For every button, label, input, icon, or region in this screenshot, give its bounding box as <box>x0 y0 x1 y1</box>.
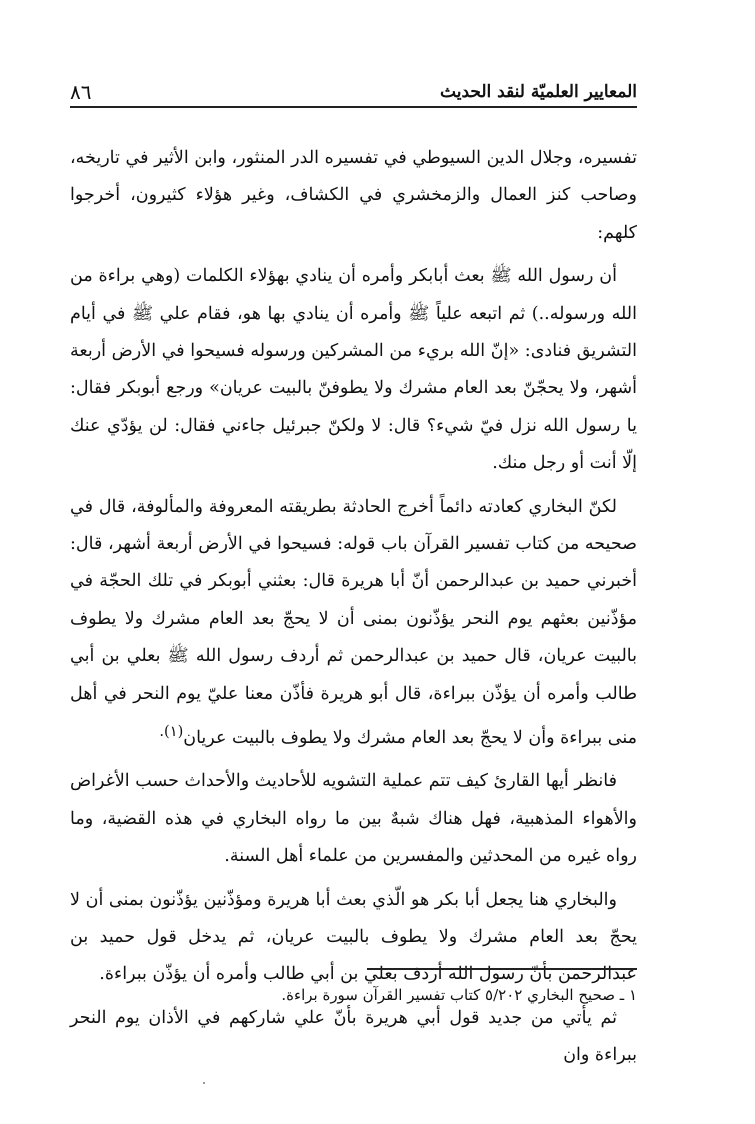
paragraph: تفسيره، وجلال الدين السيوطي في تفسيره الدر المنثور، وابن الأثير في تاريخه، وصاحب كنز العمال والزمخشري في الكشاف، وغير هؤلاء كثيرون، أخرجوا كلهم: <box>70 148 637 243</box>
paragraph: أن رسول الله ﷺ بعث أبابكر وأمره أن ينادي بهؤلاء الكلمات (وهي براءة من الله ورسوله..) ثم اتبعه علياً ﷺ وأمره أن ينادي بها هو، فقام علي ﷺ في أيام التشريق فنادى: «إنّ الله بريء من المشركين ورسوله فسيحوا في الأرض أربعة أشهر، ولا يحجّنّ بعد العام مشرك ولا يطوفنّ بالبيت عريان» ورجع أبوبكر فقال: يا رسول الله نزل فيّ شيء؟ قال: لا ولكنّ جبرئيل جاءني فقال: لن يؤدّي عنك إلّا أنت أو رجل منك. <box>70 266 637 474</box>
footnote: ١ ـ صحيح البخاري ٥/٢٠٢ كتاب تفسير القرآن سورة براءة. <box>281 986 637 1004</box>
running-header <box>70 70 637 108</box>
page-number: ٨٦ <box>70 80 92 104</box>
paragraph-text: لكنّ البخاري كعادته دائماً أخرج الحادثة بطريقته المعروفة والمألوفة، قال في صحيحه من كتاب تفسير القرآن باب قوله: فسيحوا في الأرض أربعة أشهر، قال: أخبرني حميد بن عبدالرحمن أنّ أبا هريرة قال: بعثني أبوبكر في تلك الحجّة في مؤذّنين بعثهم يوم النحر يؤذّنون بمنى أن لا يحجّ بعد العام مشرك ولا يطوف بالبيت عريان، قال حميد بن عبدالرحمن ثم أردف رسول الله ﷺ بعلي بن أبي طالب وأمره أن يؤذّن ببراءة، قال أبو هريرة فأذّن معنا عليّ يوم النحر في أهل منى ببراءة وأن لا يحجّ بعد العام مشرك ولا يطوف بالبيت عريان <box>70 496 637 748</box>
scan-speck <box>203 1082 205 1084</box>
paragraph: فانظر أيها القارئ كيف تتم عملية التشويه للأحاديث والأحداث حسب الأغراض والأهواء المذهبية، فهل هناك شبهٌ بين ما رواه البخاري في هذه القضية، وما رواه غيره من المحدثين والمفسرين من علماء أهل السنة. <box>70 771 637 867</box>
paragraph: ثم يأتي من جديد قول أبي هريرة بأنّ علي شاركهم في الأذان يوم النحر ببراءة وان <box>70 1007 637 1066</box>
paragraph <box>70 489 637 758</box>
main-text <box>70 140 637 1081</box>
footnote-marker: (١). <box>159 723 184 741</box>
paragraph: والبخاري هنا يجعل أبا بكر هو الّذي بعث أبا هريرة ومؤذّنين يؤذّنون بمنى أن لا يحجّ بعد العام مشرك ولا يطوف بالبيت عريان، ثم يدخل قول حميد بن عبدالرحمن بأنّ رسول الله أردف بعلي بن أبي طالب وأمره أن يؤذّن ببراءة. <box>70 889 637 985</box>
footnote-divider <box>367 968 637 970</box>
running-title: المعايير العلميّة لنقد الحديث <box>440 82 637 102</box>
